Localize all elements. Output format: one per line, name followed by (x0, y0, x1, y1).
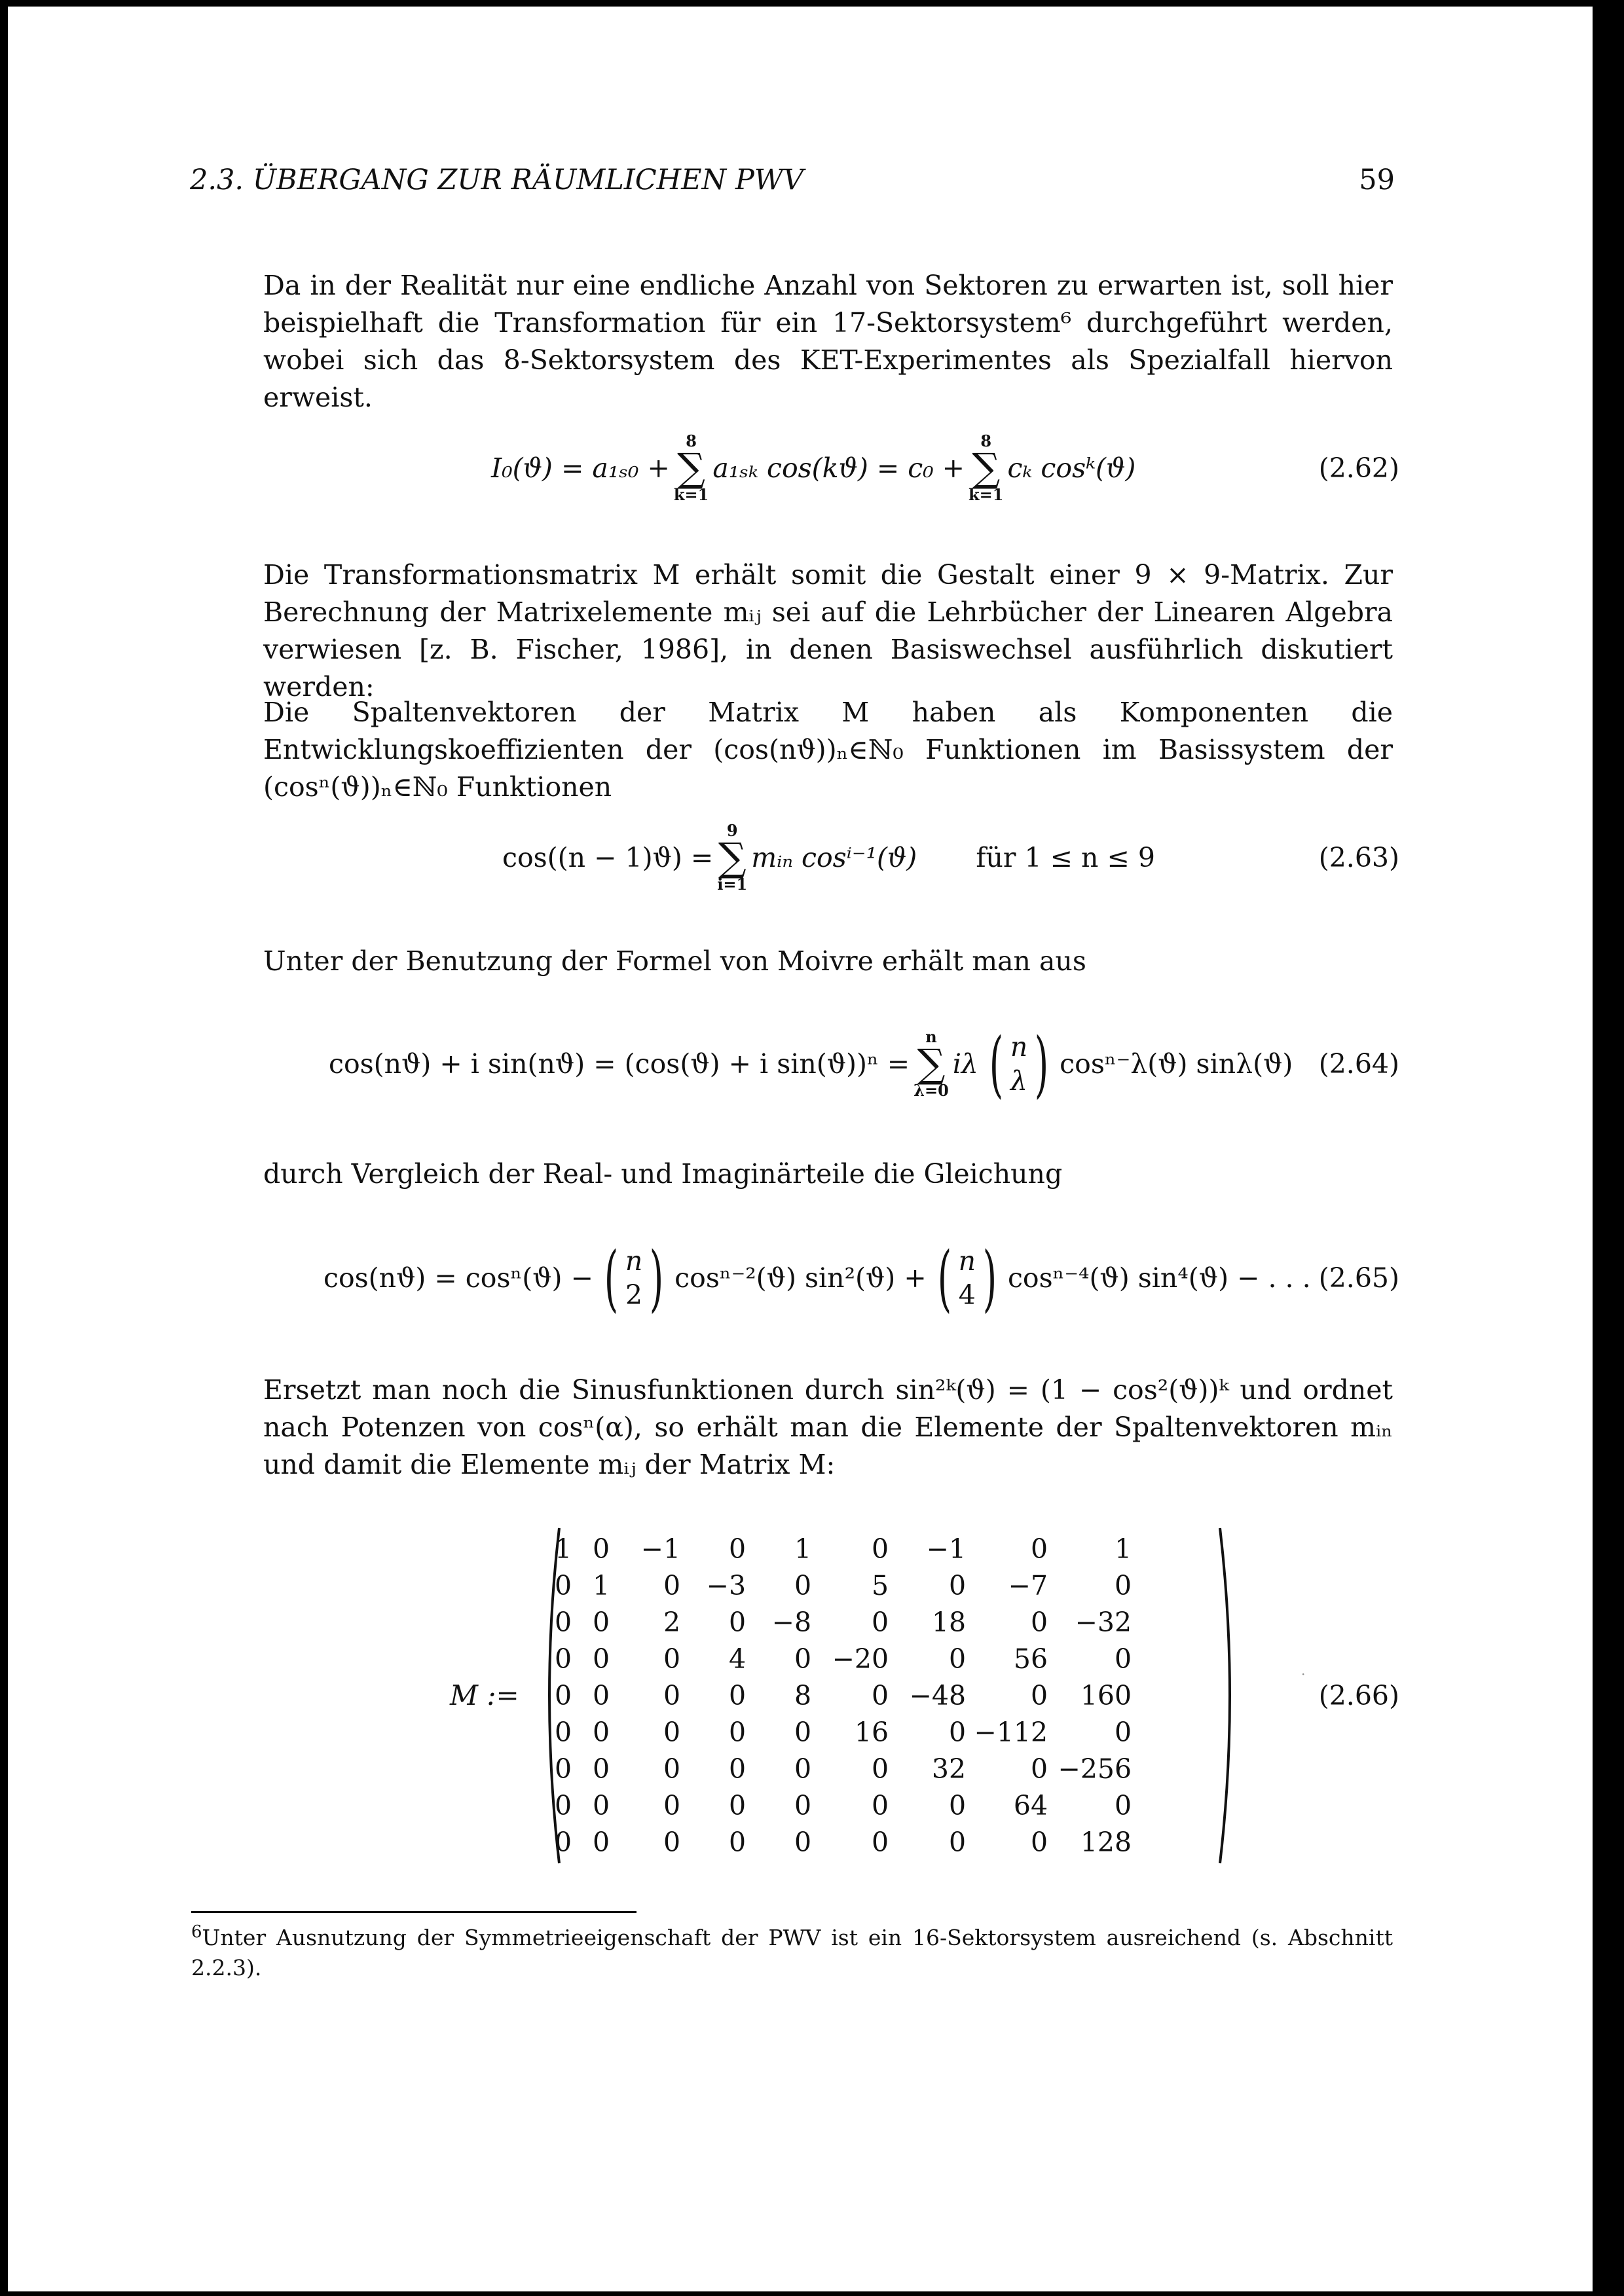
matrix-cell: 1 (555, 1533, 572, 1565)
matrix-cell: 0 (555, 1753, 572, 1785)
matrix-table (555, 1531, 1132, 1861)
equation-2-65 (263, 1232, 1399, 1324)
matrix-cell: 8 (794, 1680, 812, 1711)
eq-rhs: cosⁿ⁻λ(ϑ) sinλ(ϑ) (1060, 1048, 1293, 1080)
matrix-cell: 0 (555, 1790, 572, 1821)
footnote-marker: 6 (191, 1922, 202, 1942)
matrix-cell: 0 (729, 1680, 747, 1711)
matrix-cell: −20 (832, 1643, 889, 1675)
equation-2-66 (263, 1525, 1399, 1866)
matrix-cell: 0 (593, 1643, 610, 1675)
matrix-cell: 0 (663, 1717, 681, 1748)
equation-number: (2.66) (1318, 1680, 1399, 1711)
matrix-cell: 4 (729, 1643, 747, 1675)
matrix-cell: 0 (555, 1607, 572, 1638)
sum-symbol: 8 ∑ k=1 (969, 431, 1004, 504)
matrix-cell: 128 (1080, 1827, 1132, 1858)
matrix-cell: −112 (974, 1717, 1048, 1748)
matrix-cell: 0 (1115, 1790, 1132, 1821)
equation-2-62 (263, 422, 1399, 514)
matrix-cell: 0 (1031, 1607, 1048, 1638)
matrix-cell: 0 (794, 1643, 812, 1675)
matrix-cell: 0 (794, 1827, 812, 1858)
scan-speck: · (1301, 1666, 1306, 1682)
matrix-cell: 16 (854, 1717, 889, 1748)
matrix-cell: 0 (1031, 1680, 1048, 1711)
matrix-cell: 0 (729, 1790, 747, 1821)
matrix-row (555, 1824, 1132, 1861)
matrix-row (555, 1641, 1132, 1677)
matrix-cell: 0 (663, 1680, 681, 1711)
matrix-cell: 0 (663, 1570, 681, 1601)
matrix-cell: 0 (729, 1717, 747, 1748)
eq-rhs: mᵢₙ cosⁱ⁻¹(ϑ) (751, 842, 917, 873)
matrix-cell: 0 (949, 1827, 967, 1858)
matrix-row (555, 1677, 1132, 1714)
matrix-cell: −3 (706, 1570, 747, 1601)
matrix-cell: 0 (663, 1827, 681, 1858)
eq-rhs: cₖ cosᵏ(ϑ) (1007, 452, 1136, 484)
matrix-cell: 0 (729, 1753, 747, 1785)
matrix-cell: 0 (555, 1717, 572, 1748)
eq-mid: cosⁿ⁻²(ϑ) sin²(ϑ) + (674, 1262, 927, 1294)
matrix-cell: −48 (909, 1680, 967, 1711)
matrix-cell: 0 (663, 1790, 681, 1821)
eq-lhs: cos(nϑ) = cosⁿ(ϑ) − (323, 1262, 593, 1294)
matrix-cell: 0 (593, 1717, 610, 1748)
matrix-cell: 0 (729, 1607, 747, 1638)
matrix-cell: −8 (771, 1607, 812, 1638)
matrix-cell: 0 (555, 1680, 572, 1711)
binomial-coefficient: ( n 4 ) (937, 1236, 997, 1320)
matrix-cell: 0 (949, 1643, 967, 1675)
footnote-text: Unter Ausnutzung der Symmetrieeigenschaft der PWV ist ein 16-Sektorsystem ausreichend (s. Abschnitt 2.2.3). (191, 1925, 1393, 1980)
matrix-cell: 0 (872, 1607, 889, 1638)
paragraph-transformation: Die Transformationsmatrix M erhält somit die Gestalt einer 9 × 9-Matrix. Zur Berechnung der Matrixelemente mᵢⱼ sei auf die Lehrbücher der Linearen Algebra verwiesen [z. B. Fischer, 1986], in denen Basiswechsel ausführlich diskutiert werden: (263, 559, 1393, 702)
matrix-cell: −1 (640, 1533, 681, 1565)
matrix-cell: 0 (593, 1607, 610, 1638)
matrix-cell: 0 (794, 1790, 812, 1821)
matrix-cell: 0 (593, 1753, 610, 1785)
right-parenthesis (1216, 1525, 1242, 1866)
eq-lhs: I₀(ϑ) = a₁ₛ₀ + (491, 452, 670, 484)
matrix-cell: 0 (949, 1570, 967, 1601)
matrix-cell: 0 (555, 1570, 572, 1601)
footnote-rule (191, 1911, 637, 1913)
matrix-cell: 0 (794, 1717, 812, 1748)
equation-number: (2.65) (1318, 1262, 1399, 1294)
matrix-cell: 0 (729, 1827, 747, 1858)
matrix-cell: 0 (872, 1533, 889, 1565)
paragraph-vergleich: durch Vergleich der Real- und Imaginärteile die Gleichung (263, 1158, 1063, 1190)
paragraph-spaltenvektoren: Die Spaltenvektoren der Matrix M haben als Komponenten die Entwicklungskoeffizienten der (cos(nϑ))ₙ∈ℕ₀ Funktionen im Basissystem der (cosⁿ(ϑ))ₙ∈ℕ₀ Funktionen (263, 697, 1393, 803)
matrix-row (555, 1751, 1132, 1787)
matrix-cell: −256 (1058, 1753, 1132, 1785)
matrix-cell: 0 (1031, 1827, 1048, 1858)
matrix-cell: 1 (1115, 1533, 1132, 1565)
matrix-cell: 0 (1031, 1753, 1048, 1785)
eq-condition: für 1 ≤ n ≤ 9 (976, 842, 1155, 873)
matrix-cell: 18 (931, 1607, 967, 1638)
eq-mid: a₁ₛₖ cos(kϑ) = c₀ + (712, 452, 965, 484)
matrix-cell: 0 (555, 1827, 572, 1858)
matrix-label: M := (450, 1679, 519, 1711)
sum-symbol: 8 ∑ k=1 (673, 431, 709, 504)
matrix-cell: 0 (949, 1717, 967, 1748)
equation-2-64 (263, 1018, 1399, 1110)
matrix-cell: 1 (794, 1533, 812, 1565)
matrix-cell: −7 (1008, 1570, 1048, 1601)
sum-symbol: n ∑ λ=0 (913, 1027, 949, 1100)
matrix-cell: 5 (872, 1570, 889, 1601)
paragraph-ersetzt: Ersetzt man noch die Sinusfunktionen durch sin²ᵏ(ϑ) = (1 − cos²(ϑ))ᵏ und ordnet nach Potenzen von cosⁿ(α), so erhält man die Elemente der Spaltenvektoren mᵢₙ und damit die Elemente mᵢⱼ der Matrix M: (263, 1374, 1393, 1480)
page-number: 59 (1359, 164, 1395, 196)
paragraph-moivre: Unter der Benutzung der Formel von Moivre erhält man aus (263, 945, 1086, 977)
matrix-cell: 0 (663, 1643, 681, 1675)
matrix-cell: 0 (593, 1680, 610, 1711)
eq-lhs: cos((n − 1)ϑ) = (502, 842, 714, 873)
matrix-cell: 0 (1031, 1533, 1048, 1565)
matrix-cell: 0 (794, 1570, 812, 1601)
section-title: 2.3. ÜBERGANG ZUR RÄUMLICHEN PWV (190, 164, 804, 196)
matrix-cell: 0 (593, 1790, 610, 1821)
scan-border (1593, 0, 1624, 2296)
running-header (190, 164, 1395, 203)
binomial-coefficient: ( n λ ) (989, 1022, 1049, 1106)
eq-factor: iλ (952, 1048, 978, 1080)
matrix-cell: 0 (794, 1753, 812, 1785)
matrix-cell: 56 (1013, 1643, 1048, 1675)
equation-number: (2.63) (1318, 842, 1399, 873)
matrix-cell: 2 (663, 1607, 681, 1638)
matrix-cell: −32 (1075, 1607, 1132, 1638)
matrix-cell: 0 (872, 1827, 889, 1858)
matrix-cell: 0 (872, 1753, 889, 1785)
eq-lhs: cos(nϑ) + i sin(nϑ) = (cos(ϑ) + i sin(ϑ))ⁿ = (329, 1048, 910, 1080)
matrix-row (555, 1787, 1132, 1824)
matrix-cell: 32 (931, 1753, 967, 1785)
matrix-cell: 0 (1115, 1717, 1132, 1748)
matrix-cell: 0 (555, 1643, 572, 1675)
eq-rhs: cosⁿ⁻⁴(ϑ) sin⁴(ϑ) − . . . (1007, 1262, 1311, 1294)
matrix-cell: 0 (663, 1753, 681, 1785)
equation-number: (2.62) (1318, 452, 1399, 484)
matrix-row (555, 1604, 1132, 1641)
matrix-cell: 0 (1115, 1643, 1132, 1675)
document-page (8, 7, 1593, 2291)
matrix-cell: 0 (872, 1790, 889, 1821)
matrix-cell: 0 (1115, 1570, 1132, 1601)
binomial-coefficient: ( n 2 ) (604, 1236, 664, 1320)
matrix-cell: 0 (872, 1680, 889, 1711)
matrix-row (555, 1567, 1132, 1604)
matrix-row (555, 1714, 1132, 1751)
equation-number: (2.64) (1318, 1048, 1399, 1080)
matrix-cell: 64 (1013, 1790, 1048, 1821)
matrix-cell: 1 (593, 1570, 610, 1601)
footnote (191, 1917, 1393, 1983)
matrix-cell: 0 (593, 1827, 610, 1858)
paragraph-intro: Da in der Realität nur eine endliche Anzahl von Sektoren zu erwarten ist, soll hier beispielhaft die Transformation für ein 17-Sektorsystem⁶ durchgeführt werden, wobei sich das 8-Sektorsystem des KET-Experimentes als Spezialfall hiervon erweist. (263, 270, 1393, 413)
matrix-cell: 160 (1080, 1680, 1132, 1711)
sum-symbol: 9 ∑ i=1 (717, 821, 748, 894)
matrix-cell: 0 (949, 1790, 967, 1821)
matrix-cell: −1 (926, 1533, 967, 1565)
matrix-cell: 0 (729, 1533, 747, 1565)
matrix-row (555, 1531, 1132, 1567)
matrix-cell: 0 (593, 1533, 610, 1565)
equation-2-63 (263, 812, 1399, 903)
